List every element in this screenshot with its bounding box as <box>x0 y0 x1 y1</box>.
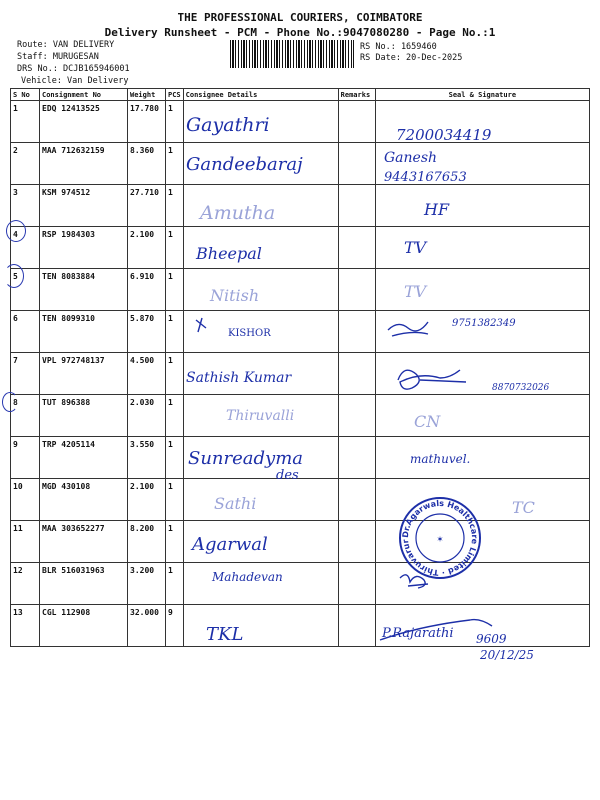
hw-sig-10: TC <box>512 498 535 517</box>
cell-cn: TEN 8099310 <box>40 311 128 353</box>
hw-consignee-3: Amutha <box>200 202 276 224</box>
cell-pcs: 1 <box>166 227 184 269</box>
cell-cn: KSM 974512 <box>40 185 128 227</box>
cell-cn: CGL 112908 <box>40 605 128 647</box>
margin-circle <box>4 264 24 288</box>
cell-sno: 2 <box>11 143 40 185</box>
hw-consignee-11: Agarwal <box>192 534 268 555</box>
cell-pcs: 1 <box>166 479 184 521</box>
cell-pcs: 1 <box>166 311 184 353</box>
col-remarks: Remarks <box>338 89 375 101</box>
cell-wt: 2.100 <box>128 227 166 269</box>
cell-sno: 10 <box>11 479 40 521</box>
col-consignee: Consignee Details <box>183 89 338 101</box>
cell-cn: MAA 712632159 <box>40 143 128 185</box>
cell-pcs: 1 <box>166 269 184 311</box>
cell-wt: 4.500 <box>128 353 166 395</box>
cell-sno: 12 <box>11 563 40 605</box>
hw-consignee-2: Gandeebaraj <box>186 154 303 175</box>
cell-cn: BLR 516031963 <box>40 563 128 605</box>
cell-pcs: 1 <box>166 143 184 185</box>
col-pcs: PCS <box>166 89 184 101</box>
rs-date-text: RS Date: 20-Dec-2025 <box>360 53 463 63</box>
col-signature: Seal & Signature <box>375 89 589 101</box>
drs-text: DRS No.: DCJB165946001 <box>17 64 130 74</box>
svg-text:✶: ✶ <box>436 534 444 545</box>
cell-pcs: 1 <box>166 395 184 437</box>
col-weight: Weight <box>128 89 166 101</box>
hw-sig-6: 9751382349 <box>452 318 516 329</box>
cell-pcs: 1 <box>166 563 184 605</box>
cell-pcs: 1 <box>166 521 184 563</box>
cell-sno: 5 <box>11 269 40 311</box>
vehicle-text: Vehicle: Van Delivery <box>21 75 129 86</box>
hw-sig-13b: 9609 <box>476 632 507 646</box>
cell-cn: MGD 430108 <box>40 479 128 521</box>
cell-pcs: 1 <box>166 437 184 479</box>
cell-sno: 6 <box>11 311 40 353</box>
cell-cn: TUT 896388 <box>40 395 128 437</box>
hw-sig-3: HF <box>424 200 450 219</box>
hw-consignee-9b: des <box>276 468 299 483</box>
col-consignment: Consignment No <box>40 89 128 101</box>
cell-sno: 9 <box>11 437 40 479</box>
route-text: Route: VAN DELIVERY <box>17 40 115 50</box>
scribble-13 <box>380 620 492 640</box>
cell-wt: 5.870 <box>128 311 166 353</box>
cell-pcs: 9 <box>166 605 184 647</box>
cell-cn: RSP 1984303 <box>40 227 128 269</box>
company-title: THE PROFESSIONAL COURIERS, COIMBATORE <box>177 11 423 24</box>
scribble-6 <box>388 322 428 336</box>
hw-consignee-6: KISHOR <box>228 328 271 339</box>
hw-sig-9: mathuvel. <box>410 452 471 466</box>
cell-sno: 11 <box>11 521 40 563</box>
seal-text: Dr.Agarwals Healthcare Limited · Thiruvarur <box>400 498 480 578</box>
cell-wt: 32.000 <box>128 605 166 647</box>
hw-consignee-1: Gayathri <box>186 114 270 136</box>
cell-wt: 8.200 <box>128 521 166 563</box>
cell-wt: 17.780 <box>128 101 166 143</box>
hw-consignee-10: Sathi <box>214 494 257 513</box>
col-sno: S No <box>11 89 40 101</box>
hw-sig-7: 8870732026 <box>492 383 550 393</box>
scribble-6-name <box>196 318 206 332</box>
cell-sno: 3 <box>11 185 40 227</box>
cell-sno: 1 <box>11 101 40 143</box>
cell-pcs: 1 <box>166 185 184 227</box>
cell-wt: 3.200 <box>128 563 166 605</box>
cell-sno: 8 <box>11 395 40 437</box>
cell-cn: TEN 8083884 <box>40 269 128 311</box>
hw-sig-1: 7200034419 <box>396 126 492 144</box>
cell-cn: MAA 303652277 <box>40 521 128 563</box>
hw-consignee-9: Sunreadyma <box>188 448 303 469</box>
cell-cn: TRP 4205114 <box>40 437 128 479</box>
hw-consignee-4: Bheepal <box>196 244 262 263</box>
hw-sig-8: CN <box>414 412 441 431</box>
runsheet-subtitle: Delivery Runsheet - PCM - Phone No.:9047080280 - Page No.:1 <box>104 26 496 39</box>
cell-sno: 4 <box>11 227 40 269</box>
cell-wt: 3.550 <box>128 437 166 479</box>
staff-text: Staff: MURUGESAN <box>17 51 99 62</box>
healthcare-seal-stamp <box>398 496 482 580</box>
hw-consignee-7: Sathish Kumar <box>186 370 292 386</box>
hw-sig-4: TV <box>404 238 427 257</box>
hw-sig-2b: 9443167653 <box>384 170 467 185</box>
hw-consignee-5: Nitish <box>210 286 260 305</box>
cell-pcs: 1 <box>166 101 184 143</box>
hw-sig-13c: 20/12/25 <box>480 648 534 662</box>
cell-wt: 27.710 <box>128 185 166 227</box>
hw-sig-13: P.Rajarathi <box>382 626 454 641</box>
hw-sig-5: TV <box>404 282 427 301</box>
scribble-7 <box>398 370 466 389</box>
cell-sno: 7 <box>11 353 40 395</box>
cell-sno: 13 <box>11 605 40 647</box>
rs-no-text: RS No.: 1659460 <box>360 42 437 52</box>
cell-wt: 2.100 <box>128 479 166 521</box>
cell-wt: 2.030 <box>128 395 166 437</box>
margin-circle <box>2 392 18 412</box>
cell-pcs: 1 <box>166 353 184 395</box>
cell-wt: 6.910 <box>128 269 166 311</box>
margin-circle <box>6 220 26 242</box>
hw-consignee-12: Mahadevan <box>212 570 283 584</box>
hw-consignee-13: TKL <box>206 624 244 645</box>
hw-consignee-8: Thiruvalli <box>226 408 295 424</box>
hw-sig-2: Ganesh <box>384 150 438 166</box>
cell-cn: VPL 972748137 <box>40 353 128 395</box>
cell-cn: EDQ 12413525 <box>40 101 128 143</box>
cell-wt: 8.360 <box>128 143 166 185</box>
